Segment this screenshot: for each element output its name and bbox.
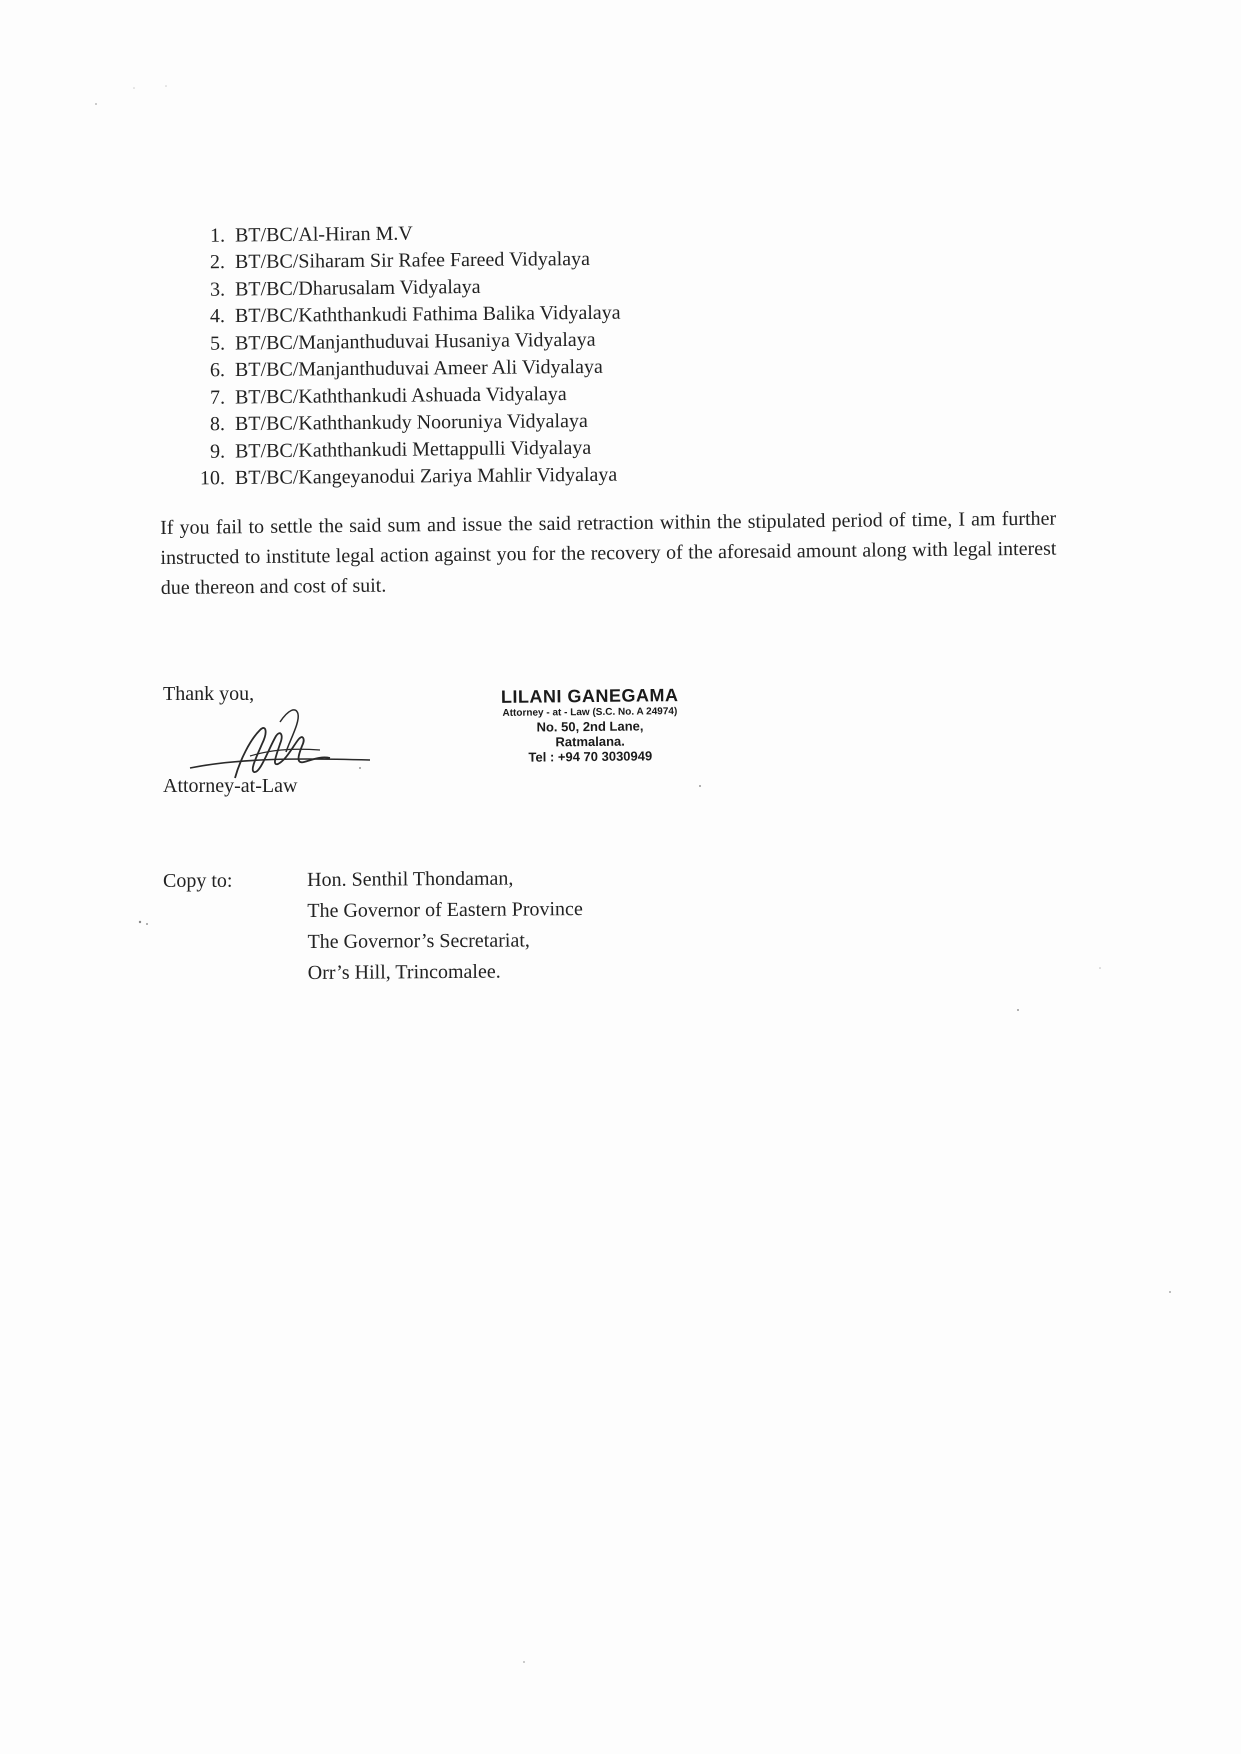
list-item-number: 8.	[209, 413, 226, 436]
list-item-text: BT/BC/Kaththankudi Fathima Balika Vidyalaya	[234, 301, 621, 328]
copy-to-address	[307, 863, 583, 989]
attorney-stamp	[455, 685, 726, 766]
list-item-text: BT/BC/Kaththankudi Ashuada Vidyalaya	[234, 382, 567, 409]
stamp-name: LILANI GANEGAMA	[500, 685, 679, 707]
copy-address-line: Orr’s Hill, Trincomalee.	[307, 960, 501, 984]
list-item-number: 9.	[209, 440, 226, 463]
list-item-number: 10.	[199, 467, 226, 490]
closing-text: Thank you,	[163, 683, 255, 705]
list-item-text: BT/BC/Siharam Sir Rafee Fareed Vidyalaya	[234, 247, 591, 274]
list-item-text: BT/BC/Dharusalam Vidyalaya	[234, 275, 481, 301]
school-list	[190, 220, 750, 490]
list-item-text: BT/BC/Manjanthuduvai Ameer Ali Vidyalaya	[234, 355, 603, 382]
copy-address-line: The Governor’s Secretariat,	[307, 929, 530, 953]
list-item-number: 3.	[209, 278, 226, 301]
list-item-text: BT/BC/Kaththankudi Mettappulli Vidyalaya	[234, 436, 592, 463]
copy-to-label: Copy to:	[163, 870, 233, 892]
stamp-telephone: Tel : +94 70 3030949	[528, 748, 653, 765]
list-item-number: 6.	[209, 359, 226, 382]
list-item-number: 7.	[209, 386, 226, 409]
list-item-text: BT/BC/Manjanthuduvai Husaniya Vidyalaya	[234, 328, 596, 355]
list-item-number: 5.	[209, 332, 226, 355]
list-item-number: 2.	[209, 251, 226, 274]
list-item	[190, 461, 750, 493]
body-paragraph: If you fail to settle the said sum and issue the said retraction within the stipulated period of time, I am further instructed to institute legal action against you for the recovery of the aforesaid amount along with legal interest due thereon and cost of suit.	[160, 507, 1057, 599]
stamp-city: Ratmalana.	[555, 733, 625, 750]
list-item-text: BT/BC/Kaththankudy Nooruniya Vidyalaya	[234, 409, 588, 436]
stamp-credential: Attorney - at - Law (S.C. No. A 24974)	[502, 706, 678, 719]
signer-title: Attorney-at-Law	[163, 775, 298, 797]
list-item-text: BT/BC/Al-Hiran M.V	[234, 222, 413, 247]
copy-address-line: The Governor of Eastern Province	[307, 898, 583, 922]
stamp-address-line: No. 50, 2nd Lane,	[536, 718, 644, 735]
list-item-number: 4.	[209, 305, 226, 328]
list-item-number: 1.	[209, 224, 226, 247]
list-item-text: BT/BC/Kangeyanodui Zariya Mahlir Vidyalaya	[234, 463, 618, 490]
copy-address-line: Hon. Senthil Thondaman,	[307, 867, 514, 891]
